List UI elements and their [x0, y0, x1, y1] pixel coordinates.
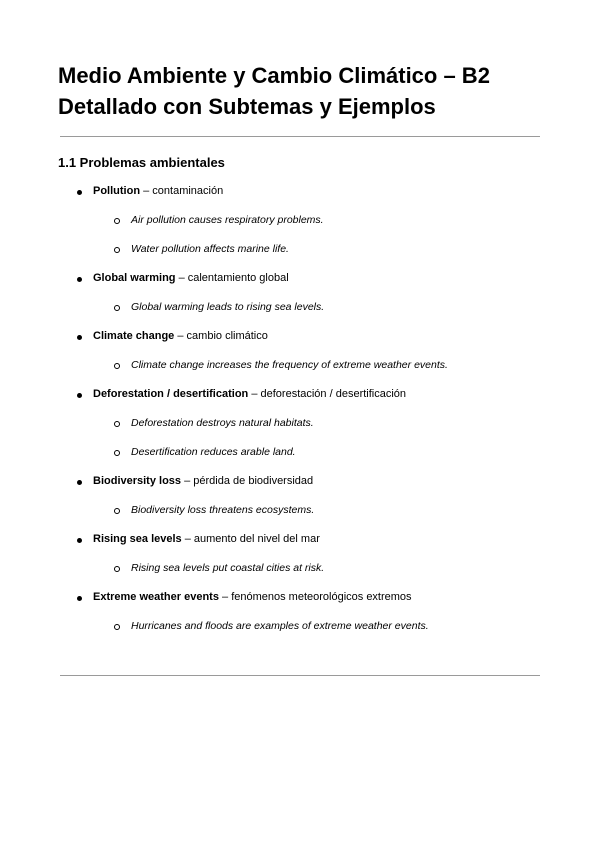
term-separator: – [181, 533, 194, 545]
bullet-icon [77, 190, 82, 195]
sub-bullet-icon [114, 450, 120, 456]
sub-bullet-icon [114, 305, 120, 311]
term-english: Extreme weather events [93, 591, 219, 603]
term-translation: aumento del nivel del mar [193, 533, 320, 545]
example-sentence: Hurricanes and floods are examples of extreme weather events. [131, 620, 429, 632]
bullet-icon [77, 480, 82, 485]
vocabulary-entry [93, 330, 268, 343]
vocabulary-entry [93, 591, 412, 604]
vocabulary-entry [93, 475, 313, 488]
example-sentence: Air pollution causes respiratory problems. [131, 214, 324, 226]
sub-bullet-icon [114, 566, 120, 572]
bullet-icon [77, 596, 82, 601]
page-title: Medio Ambiente y Cambio Climático – B2 Detallado con Subtemas y Ejemplos [58, 63, 490, 119]
term-translation: calentamiento global [187, 272, 289, 284]
example-sentence: Rising sea levels put coastal cities at risk. [131, 562, 325, 574]
term-translation: pérdida de biodiversidad [193, 475, 314, 487]
example-sentence: Desertification reduces arable land. [131, 446, 296, 458]
section-heading: 1.1 Problemas ambientales [58, 155, 225, 170]
bottom-divider [60, 675, 540, 676]
example-sentence: Global warming leads to rising sea levels. [131, 301, 325, 313]
term-translation: contaminación [152, 185, 224, 197]
term-separator: – [175, 272, 188, 284]
bullet-icon [77, 277, 82, 282]
term-english: Climate change [93, 330, 175, 342]
term-english: Global warming [93, 272, 176, 284]
sub-bullet-icon [114, 421, 120, 427]
bullet-icon [77, 335, 82, 340]
sub-bullet-icon [114, 218, 120, 224]
sub-bullet-icon [114, 624, 120, 630]
sub-bullet-icon [114, 363, 120, 369]
bullet-icon [77, 538, 82, 543]
term-english: Rising sea levels [93, 533, 182, 545]
vocabulary-entry [93, 185, 223, 198]
top-divider [60, 136, 540, 137]
term-separator: – [218, 591, 232, 603]
bullet-icon [77, 393, 82, 398]
term-english: Pollution [93, 185, 141, 197]
term-translation: cambio climático [186, 330, 268, 342]
example-sentence: Climate change increases the frequency of extreme weather events. [131, 359, 448, 371]
vocabulary-entry [93, 388, 406, 401]
example-sentence: Biodiversity loss threatens ecosystems. [131, 504, 315, 516]
term-english: Deforestation / desertification [93, 388, 249, 400]
example-sentence: Deforestation destroys natural habitats. [131, 417, 314, 429]
sub-bullet-icon [114, 247, 120, 253]
sub-bullet-icon [114, 508, 120, 514]
term-translation: deforestación / desertificación [260, 388, 407, 400]
vocabulary-entry [93, 272, 289, 285]
term-translation: fenómenos meteorológicos extremos [231, 591, 412, 603]
vocabulary-entry [93, 533, 320, 546]
term-separator: – [174, 330, 187, 342]
term-separator: – [181, 475, 194, 487]
term-english: Biodiversity loss [93, 475, 182, 487]
term-separator: – [140, 185, 153, 197]
example-sentence: Water pollution affects marine life. [131, 243, 289, 255]
term-separator: – [248, 388, 261, 400]
